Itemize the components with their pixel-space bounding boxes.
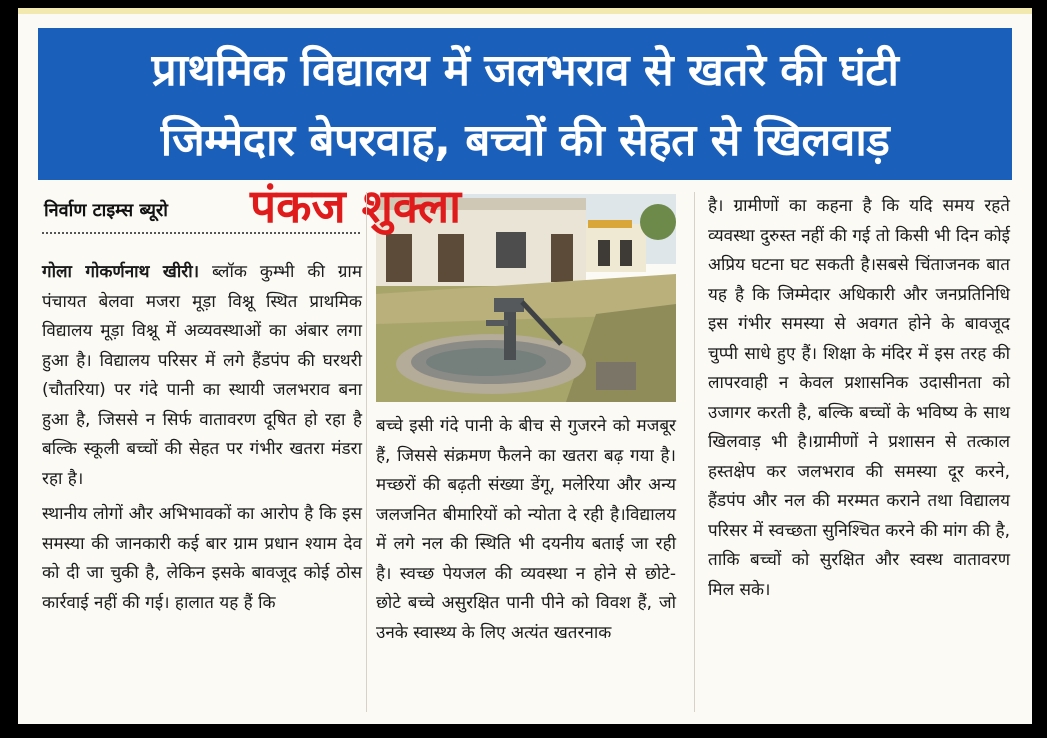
newspaper-clipping (18, 8, 1032, 724)
column-separator-2 (694, 192, 695, 712)
column-separator-1 (366, 192, 367, 712)
top-strip (18, 8, 1032, 14)
article-column-3 (708, 192, 1010, 611)
article-column-1 (42, 258, 362, 624)
dateline: गोला गोकर्णनाथ खीरी। (42, 262, 200, 282)
headline-line-1: प्राथमिक विद्यालय में जलभराव से खतरे की घंटी (151, 45, 899, 96)
article-paragraph: स्थानीय लोगों और अभिभावकों का आरोप है कि इस समस्या की जानकारी कई बार ग्राम प्रधान श्याम देव को दी जा चुकी है, लेकिन इसके बावजूद कोई ठोस कार्रवाई नहीं की गई। हालात यह हैं कि (42, 504, 362, 613)
headline-banner (38, 28, 1012, 180)
article-paragraph: बच्चे इसी गंदे पानी के बीच से गुजरने को मजबूर हैं, जिससे संक्रमण फैलने का खतरा बढ़ गया है। मच्छरों की बढ़ती संख्या डेंगू, मलेरिया और अन्य जलजनित बीमारियों को न्योता दे रही है।विद्यालय में लगे नल की स्थिति भी दयनीय बताई जा रही है। स्वच्छ पेयजल की व्यवस्था न होने से छोटे-छोटे बच्चे असुरक्षित पानी पीने को विवश हैं, जो उनके स्वास्थ्य के लिए अत्यंत खतरनाक (376, 416, 676, 643)
paragraph-text: ब्लॉक कुम्भी की ग्राम पंचायत बेलवा मजरा मूड़ा विश्नू स्थित प्राथमिक विद्यालय मूड़ा विश्नू में अव्यवस्थाओं का अंबार लगा हुआ है। विद्यालय परिसर में लगे हैंडपंप की घरथरी (चौतरिया) पर गंदे पानी का स्थायी जलभराव बना हुआ है, जिससे न सिर्फ वातावरण दूषित हो रहा है बल्कि स्कूली बच्चों की सेहत पर गंभीर खतरा मंडरा रहा है। (42, 262, 363, 489)
article-paragraph: है। ग्रामीणों का कहना है कि यदि समय रहते व्यवस्था दुरुस्त नहीं की गई तो किसी भी दिन कोई अप्रिय घटना घट सकती है।सबसे चिंताजनक बात यह है कि जिम्मेदार अधिकारी और जनप्रतिनिधि इस गंभीर समस्या से अवगत होने के बावजूद चुप्पी साधे हुए हैं। शिक्षा के मंदिर में इस तरह की लापरवाही न केवल प्रशासनिक उदासीनता को उजागर करती है, बल्कि बच्चों के भविष्य के साथ खिलवाड़ भी है।ग्रामीणों ने प्रशासन से तत्काल हस्तक्षेप कर जलभराव की समस्या दूर करने, हैंडपंप और नल की मरम्मत कराने तथा विद्यालय परिसर में स्वच्छता सुनिश्चित करने की मांग की है, ताकि बच्चों को सुरक्षित और स्वस्थ वातावरण मिल सके। (708, 196, 1010, 600)
article-column-2 (376, 412, 676, 654)
headline-line-2: जिम्मेदार बेपरवाह, बच्चों की सेहत से खिलवाड़ (160, 115, 890, 166)
bureau-credit: निर्वाण टाइम्स ब्यूरो (44, 200, 168, 221)
author-name: पंकज शुक्ला (250, 179, 462, 233)
article-paragraph (42, 258, 362, 494)
